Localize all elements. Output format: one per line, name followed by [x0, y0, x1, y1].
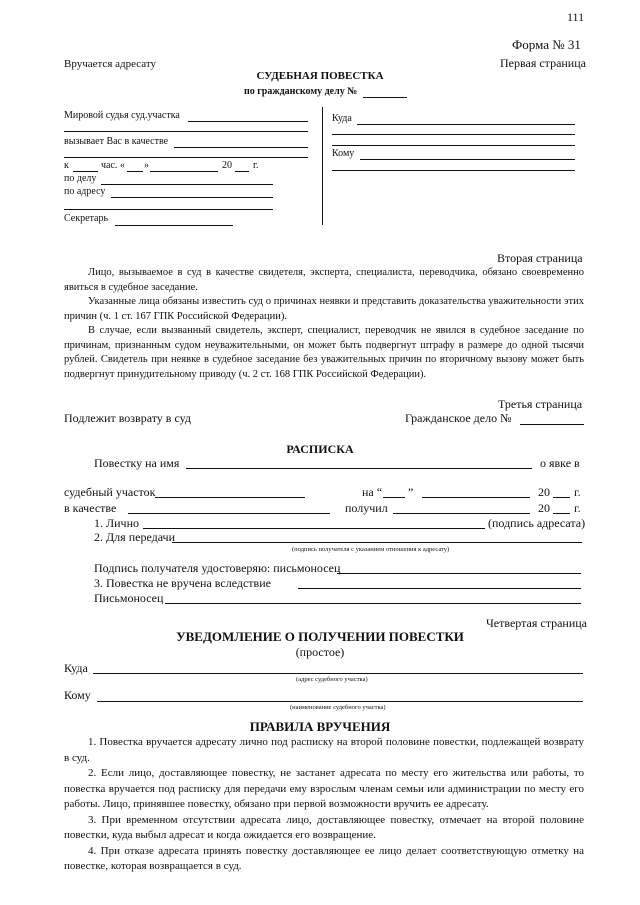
- address-label: по адресу: [64, 186, 106, 197]
- civil-case-field[interactable]: [520, 424, 584, 425]
- on-label: на “: [362, 485, 383, 499]
- year-20-label-2: 20: [538, 485, 550, 499]
- month-field[interactable]: [150, 171, 218, 172]
- notice-where-label: Куда: [64, 661, 88, 675]
- notice-where-caption: (адрес судебного участка): [296, 676, 368, 683]
- sign-addressee-label: (подпись адресата): [488, 516, 586, 530]
- address-field-2[interactable]: [64, 209, 273, 210]
- day-field[interactable]: [383, 497, 405, 498]
- notice-to-whom-caption: (наименование судебного участка): [290, 704, 386, 711]
- year-field[interactable]: [235, 171, 249, 172]
- court-section-label: судебный участок: [64, 485, 156, 499]
- notice-where-field[interactable]: [93, 673, 583, 674]
- rule-4: 4. При отказе адресата принять повестку доставляющее ее лицо делает соответствующую отметку на повестке, которая возвращается в суд.: [64, 844, 584, 872]
- not-delivered-field[interactable]: [298, 588, 581, 589]
- summons-subtitle: по гражданскому делу №: [244, 86, 358, 97]
- to-whom-field[interactable]: [360, 159, 575, 160]
- page2-paragraph-1: Лицо, вызываемое в суд в качестве свидетеля, эксперта, специалиста, переводчика, обязано своевременно явиться в судебное заседание.: [64, 267, 584, 293]
- where-field-2[interactable]: [332, 134, 575, 135]
- rule-2: 2. Если лицо, доставляющее повестку, не застанет адресата по месту его жительства или работы, то повестка вручается под расписку для передачи ему взрослым членам семьи или администрации по месту его работы. Лицо, принявшее повестку, обязано при первой возможности вручить ее адресату.: [64, 767, 584, 810]
- year-20-label-3: 20: [538, 501, 550, 515]
- where-field-3[interactable]: [332, 145, 575, 146]
- summons-name-field[interactable]: [186, 468, 532, 469]
- transfer-caption: (подпись получателя с указанием отношения к адресату): [292, 546, 450, 553]
- postman-field[interactable]: [165, 603, 581, 604]
- as-field[interactable]: [128, 513, 330, 514]
- deliver-to-label: Вручается адресату: [64, 58, 157, 70]
- appearance-label: о явке в: [540, 456, 580, 470]
- time-close-label: »: [144, 160, 149, 171]
- notice-to-whom-label: Кому: [64, 688, 91, 702]
- personally-field[interactable]: [143, 528, 485, 529]
- year-g-label: г.: [253, 160, 259, 171]
- for-transfer-field[interactable]: [172, 542, 582, 543]
- address-field[interactable]: [111, 197, 273, 198]
- received-field[interactable]: [393, 513, 530, 514]
- page2-text: [64, 266, 584, 382]
- not-delivered-label: 3. Повестка не вручена вследствие: [94, 576, 271, 590]
- year-g-label-3: г.: [574, 501, 581, 515]
- column-divider: [322, 107, 323, 225]
- certify-label: Подпись получателя удостоверяю: письмоносец: [94, 561, 341, 575]
- for-transfer-label: 2. Для передачи: [94, 530, 176, 544]
- page1-label: Первая страница: [500, 56, 586, 70]
- to-whom-field-2[interactable]: [332, 170, 575, 171]
- personally-label: 1. Лично: [94, 516, 140, 530]
- year-g-label-2: г.: [574, 485, 581, 499]
- to-whom-label: Кому: [332, 148, 355, 159]
- case-number-line[interactable]: [363, 97, 407, 98]
- role-field[interactable]: [174, 147, 308, 148]
- summons-title: СУДЕБНАЯ ПОВЕСТКА: [256, 70, 384, 82]
- notice-title: УВЕДОМЛЕНИЕ О ПОЛУЧЕНИИ ПОВЕСТКИ: [176, 629, 464, 644]
- return-label: Подлежит возврату в суд: [64, 411, 191, 425]
- secretary-field[interactable]: [115, 225, 233, 226]
- year-20-label: 20: [222, 160, 232, 171]
- form-number: Форма № 31: [512, 37, 581, 52]
- certify-field[interactable]: [337, 573, 581, 574]
- notice-subtitle: (простое): [295, 645, 345, 659]
- rules-text: [64, 735, 584, 875]
- page2-paragraph-2: Указанные лица обязаны известить суд о причинах неявки и представить доказательства уважительности этих причин (ч. 1 ст. 167 ГПК Российской Федерации).: [64, 296, 584, 322]
- judge-label: Мировой судья суд.участка: [64, 110, 180, 121]
- page2-label: Вторая страница: [497, 251, 583, 265]
- court-section-field[interactable]: [155, 497, 305, 498]
- civil-case-label: Гражданское дело №: [405, 411, 512, 425]
- receipt-title: РАСПИСКА: [286, 442, 354, 456]
- case-field[interactable]: [101, 184, 273, 185]
- on-close-label: ”: [408, 485, 414, 499]
- secretary-label: Секретарь: [64, 213, 109, 224]
- page2-paragraph-3: В случае, если вызванный свидетель, эксперт, специалист, переводчик не явился в судебное заседание по причинам, признанным судом неуважительными, он может быть подвергнут штрафу в размере до одной тысячи рублей. Свидетель при неявке в судебное заседание без уважительных причин по вторичному вызову может быть подвергнут принудительному приводу (ч. 2 ст. 168 ГПК Российской Федерации).: [64, 325, 584, 380]
- page-number: 111: [567, 10, 585, 24]
- case-label: по делу: [64, 173, 97, 184]
- judge-field-2[interactable]: [64, 131, 308, 132]
- rule-1: 1. Повестка вручается адресату лично под расписку на второй половине повестки, подлежащей возврату в суд.: [64, 736, 584, 764]
- time-k-label: к: [64, 160, 69, 171]
- notice-to-whom-field[interactable]: [97, 701, 583, 702]
- calls-label: вызывает Вас в качестве: [64, 136, 169, 147]
- time-hour-label: час. «: [101, 160, 125, 171]
- page4-label: Четвертая страница: [486, 616, 588, 630]
- postman-label: Письмоносец: [94, 591, 164, 605]
- page3-label: Третья страница: [498, 397, 583, 411]
- received-label: получил: [345, 501, 388, 515]
- year-field-2[interactable]: [553, 497, 570, 498]
- as-label: в качестве: [64, 501, 117, 515]
- judge-field[interactable]: [188, 121, 308, 122]
- year-field-3[interactable]: [553, 513, 570, 514]
- rule-3: 3. При временном отсутствии адресата лицо, доставляющее повестку, отмечает на второй половине повестки, куда выбыл адресат и когда ожидается его возвращение.: [64, 813, 584, 841]
- where-field[interactable]: [357, 124, 575, 125]
- where-label: Куда: [332, 113, 352, 124]
- summons-name-label: Повестку на имя: [94, 456, 180, 470]
- rules-title: ПРАВИЛА ВРУЧЕНИЯ: [249, 719, 391, 734]
- hour-field[interactable]: [127, 171, 143, 172]
- date-field[interactable]: [73, 171, 98, 172]
- role-field-2[interactable]: [64, 157, 308, 158]
- month-field-2[interactable]: [422, 497, 530, 498]
